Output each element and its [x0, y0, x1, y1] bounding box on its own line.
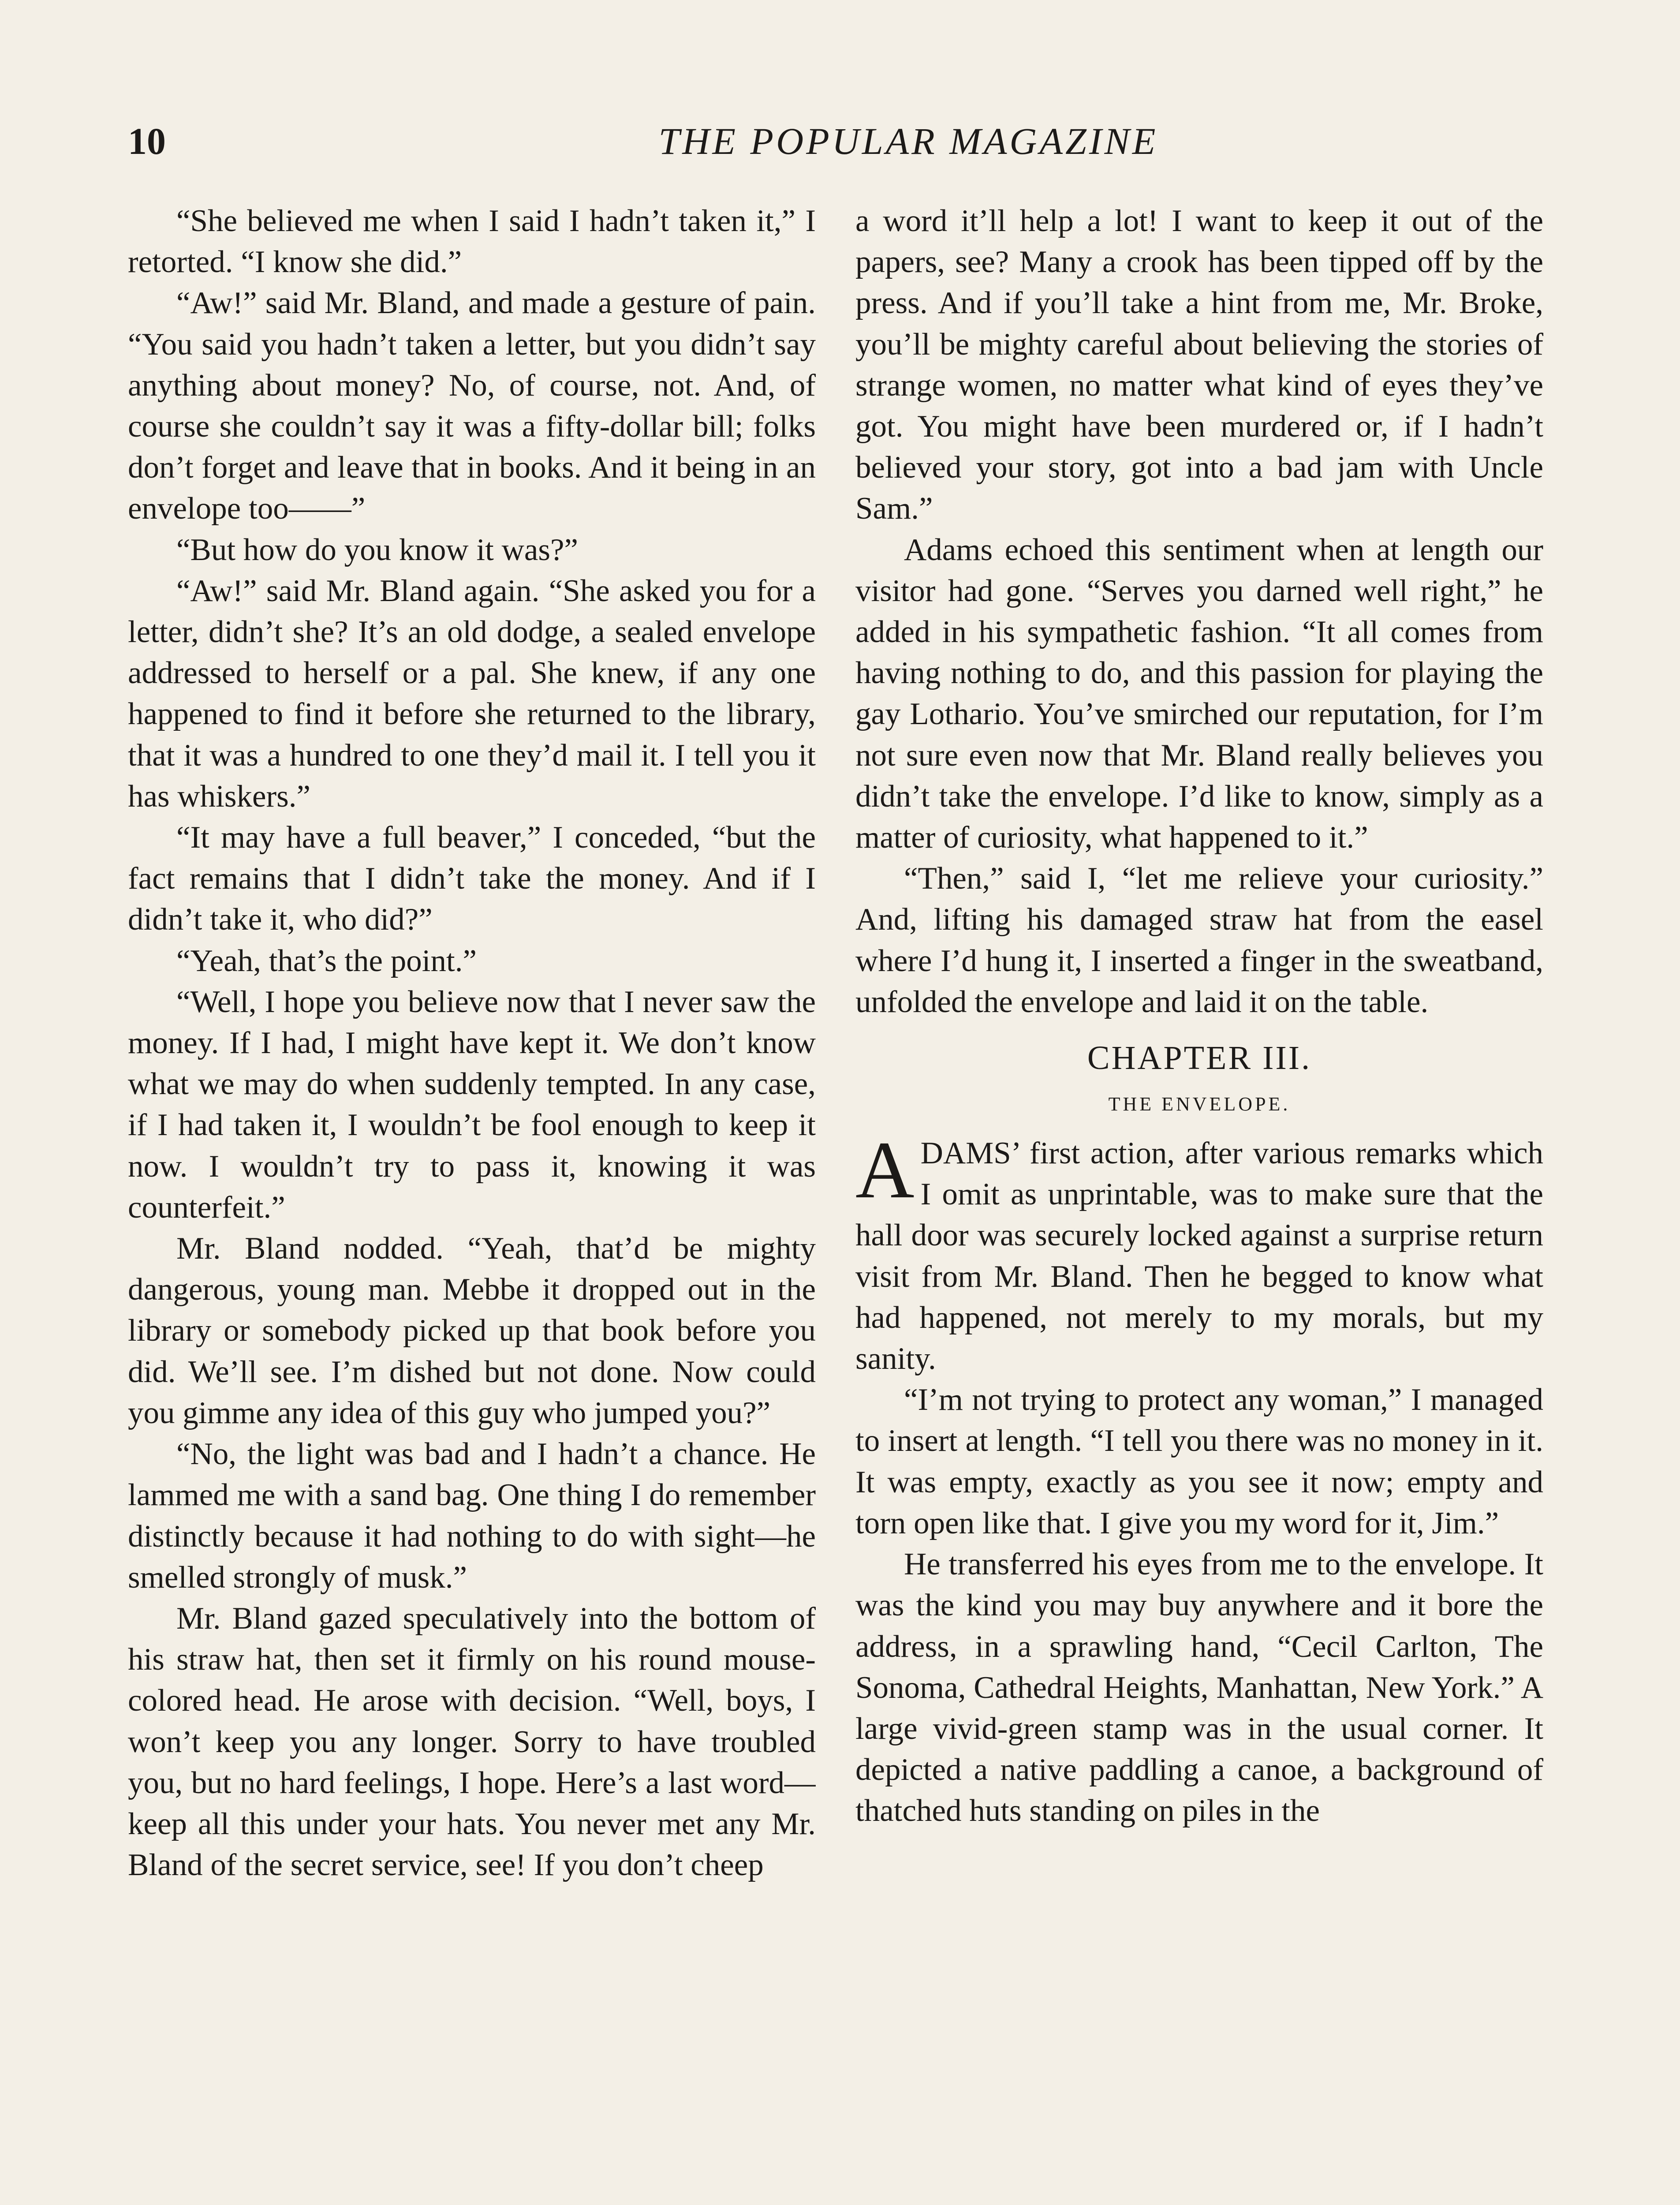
drop-cap: A: [855, 1125, 915, 1216]
paragraph: “Then,” said I, “let me relieve your curiosity.” And, lifting his damaged straw hat from the easel where I’d hung it, I inserted a finger in the sweatband, unfolded the envelope and laid it on the table.: [855, 861, 1543, 1019]
paragraph: “No, the light was bad and I hadn’t a chance. He lammed me with a sand bag. One thing I do remember distinctly because it had nothing to do with sight—he smelled strongly of musk.”: [128, 1437, 816, 1595]
chapter-subtitle: THE ENVELOPE.: [1108, 1093, 1291, 1115]
paragraph: “Aw!” said Mr. Bland, and made a gesture of pain. “You said you hadn’t taken a letter, but you didn’t say anything about money? No, of course, not. And, of course she couldn’t say it was a fifty-dollar bill; folks don’t forget and leave that in books. And it being in an envelope too——”: [128, 286, 816, 526]
paragraph: “Well, I hope you believe now that I never saw the money. If I had, I might have kept it. We don’t know what we may do when suddenly tempted. In any case, if I had taken it, I wouldn’t be fool enough to keep it now. I wouldn’t try to pass it, knowing it was counterfeit.”: [128, 984, 816, 1225]
paragraph: “It may have a full beaver,” I conceded, “but the fact remains that I didn’t take the money. And if I didn’t take it, who did?”: [128, 820, 816, 937]
paragraph: Adams echoed this sentiment when at length our visitor had gone. “Serves you darned well right,” he added in his sympathetic fashion. “It all comes from having nothing to do, and this passion for playing the gay Lothario. You’ve smirched our reputation, for I’m not sure even now that Mr. Bland really believes you didn’t take the envelope. I’d like to know, simply as a matter of curiosity, what happened to it.”: [855, 532, 1543, 855]
chapter-heading: CHAPTER III.: [1087, 1039, 1312, 1077]
paragraph: “But how do you know it was?”: [176, 532, 579, 567]
paragraph: “I’m not trying to protect any woman,” I managed to insert at length. “I tell you there was no money in it. It was empty, exactly as you see it now; empty and torn open like that. I give you my word for it, Jim.”: [855, 1383, 1543, 1540]
chapter-opening-paragraph: [855, 1125, 1543, 1379]
paragraph: “Yeah, that’s the point.”: [176, 943, 477, 978]
right-column: [855, 201, 1543, 2205]
paragraph: “Aw!” said Mr. Bland again. “She asked you for a letter, didn’t she? It’s an old dodge, a sealed envelope addressed to herself or a pal. She knew, if any one happened to find it before she returned to the library, that it was a hundred to one they’d mail it. I tell you it has whiskers.”: [128, 573, 816, 814]
left-column: [128, 201, 816, 2205]
running-title: THE POPULAR MAGAZINE: [658, 120, 1158, 162]
paragraph: “She believed me when I said I hadn’t taken it,” I retorted. “I know she did.”: [128, 204, 816, 280]
chapter-opening-text: DAMS’ first action, after various remarks which I omit as unprintable, was to make sure that the hall door was securely locked against a surprise return visit from Mr. Bland. Then he begged to know what had happened, not merely to my morals, but my sanity.: [855, 1136, 1543, 1376]
paragraph: He transferred his eyes from me to the envelope. It was the kind you may buy anywhere and it bore the address, in a sprawling hand, “Cecil Carlton, The Sonoma, Cathedral Heights, Manhattan, New York.” A large vivid-green stamp was in the usual corner. It depicted a native paddling a canoe, a background of thatched huts standing on piles in the: [855, 1547, 1543, 1828]
paragraph: Mr. Bland nodded. “Yeah, that’d be mighty dangerous, young man. Mebbe it dropped out in the library or somebody picked up that book before you did. We’ll see. I’m dished but not done. Now could you gimme any idea of this guy who jumped you?”: [128, 1231, 816, 1430]
page-number: 10: [128, 120, 166, 162]
continued-paragraph: a word it’ll help a lot! I want to keep it out of the papers, see? Many a crook has been tipped off by the press. And if you’ll take a hint from me, Mr. Broke, you’ll be mighty careful about believing the stories of strange women, no matter what kind of eyes they’ve got. You might have been murdered or, if I hadn’t believed your story, got into a bad jam with Uncle Sam.”: [855, 204, 1543, 526]
paragraph: Mr. Bland gazed speculatively into the bottom of his straw hat, then set it firmly on his round mouse-colored head. He arose with decision. “Well, boys, I won’t keep you any longer. Sorry to have troubled you, but no hard feelings, I hope. Here’s a last word—keep all this under your hats. You never met any Mr. Bland of the secret service, see! If you don’t cheep: [128, 1601, 816, 1883]
page-header: [128, 117, 1557, 165]
